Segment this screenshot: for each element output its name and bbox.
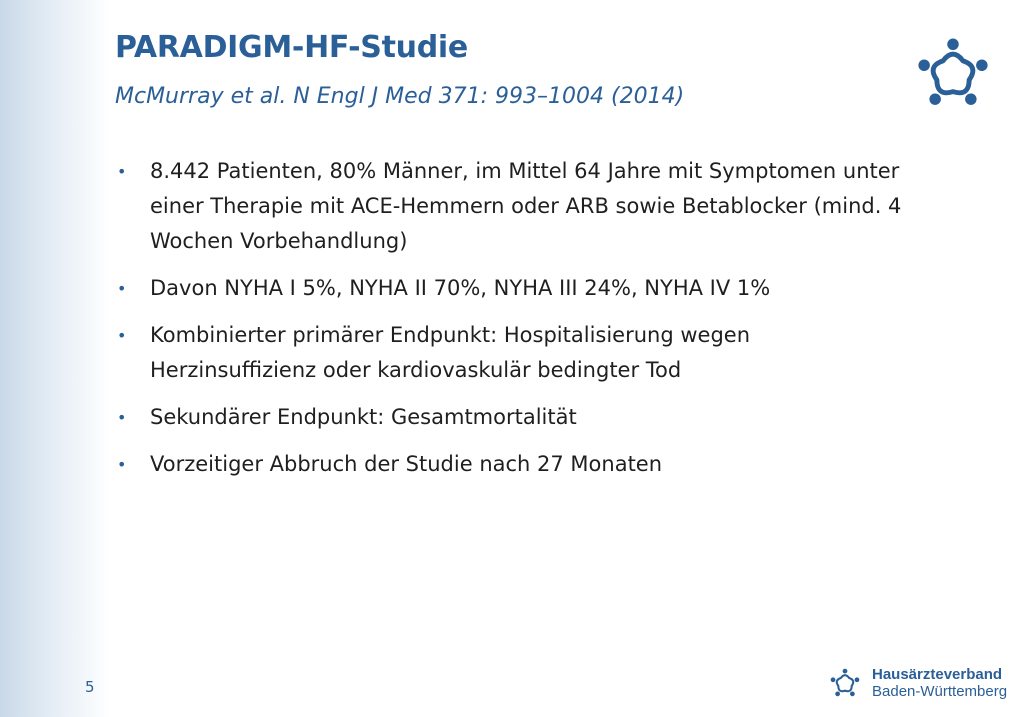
org-name-line1: Hausärzteverband [872, 666, 1003, 683]
bullet-text: Davon NYHA I 5%, NYHA II 70%, NYHA III 24%, NYHA IV 1% [150, 276, 771, 300]
left-gradient-bar [0, 0, 110, 717]
bullet-marker: • [117, 326, 127, 345]
bullet-marker: • [117, 455, 127, 474]
bullet-item [112, 400, 912, 435]
association-logo-icon [912, 36, 994, 110]
bullet-text: 8.442 Patienten, 80% Männer, im Mittel 64 Jahre mit Symptomen unter einer Therapie mit ACE-Hemmern oder ARB sowie Betablocker (mind. 4 Wochen Vorbehandlung) [150, 159, 902, 253]
bullet-item [112, 447, 912, 482]
organization-name [872, 666, 1007, 700]
page-number: 5 [85, 678, 95, 696]
bullet-marker: • [117, 162, 127, 181]
bullet-text: Vorzeitiger Abbruch der Studie nach 27 Monaten [150, 452, 663, 476]
bullet-marker: • [117, 408, 127, 427]
bullet-list [112, 154, 912, 494]
slide-subtitle: McMurray et al. N Engl J Med 371: 993–1004 (2014) [115, 84, 685, 109]
bullet-text: Kombinierter primärer Endpunkt: Hospitalisierung wegen Herzinsuffizienz oder kardiovaskulär bedingter Tod [150, 323, 751, 382]
bullet-text: Sekundärer Endpunkt: Gesamtmortalität [150, 405, 577, 429]
association-logo-small-icon [828, 667, 862, 699]
bullet-marker: • [117, 279, 127, 298]
slide-title: PARADIGM-HF-Studie [115, 30, 468, 65]
org-name-line2: Baden-Württemberg [872, 683, 1008, 700]
bullet-item [112, 271, 912, 306]
bullet-item [112, 318, 912, 388]
bullet-item [112, 154, 912, 259]
